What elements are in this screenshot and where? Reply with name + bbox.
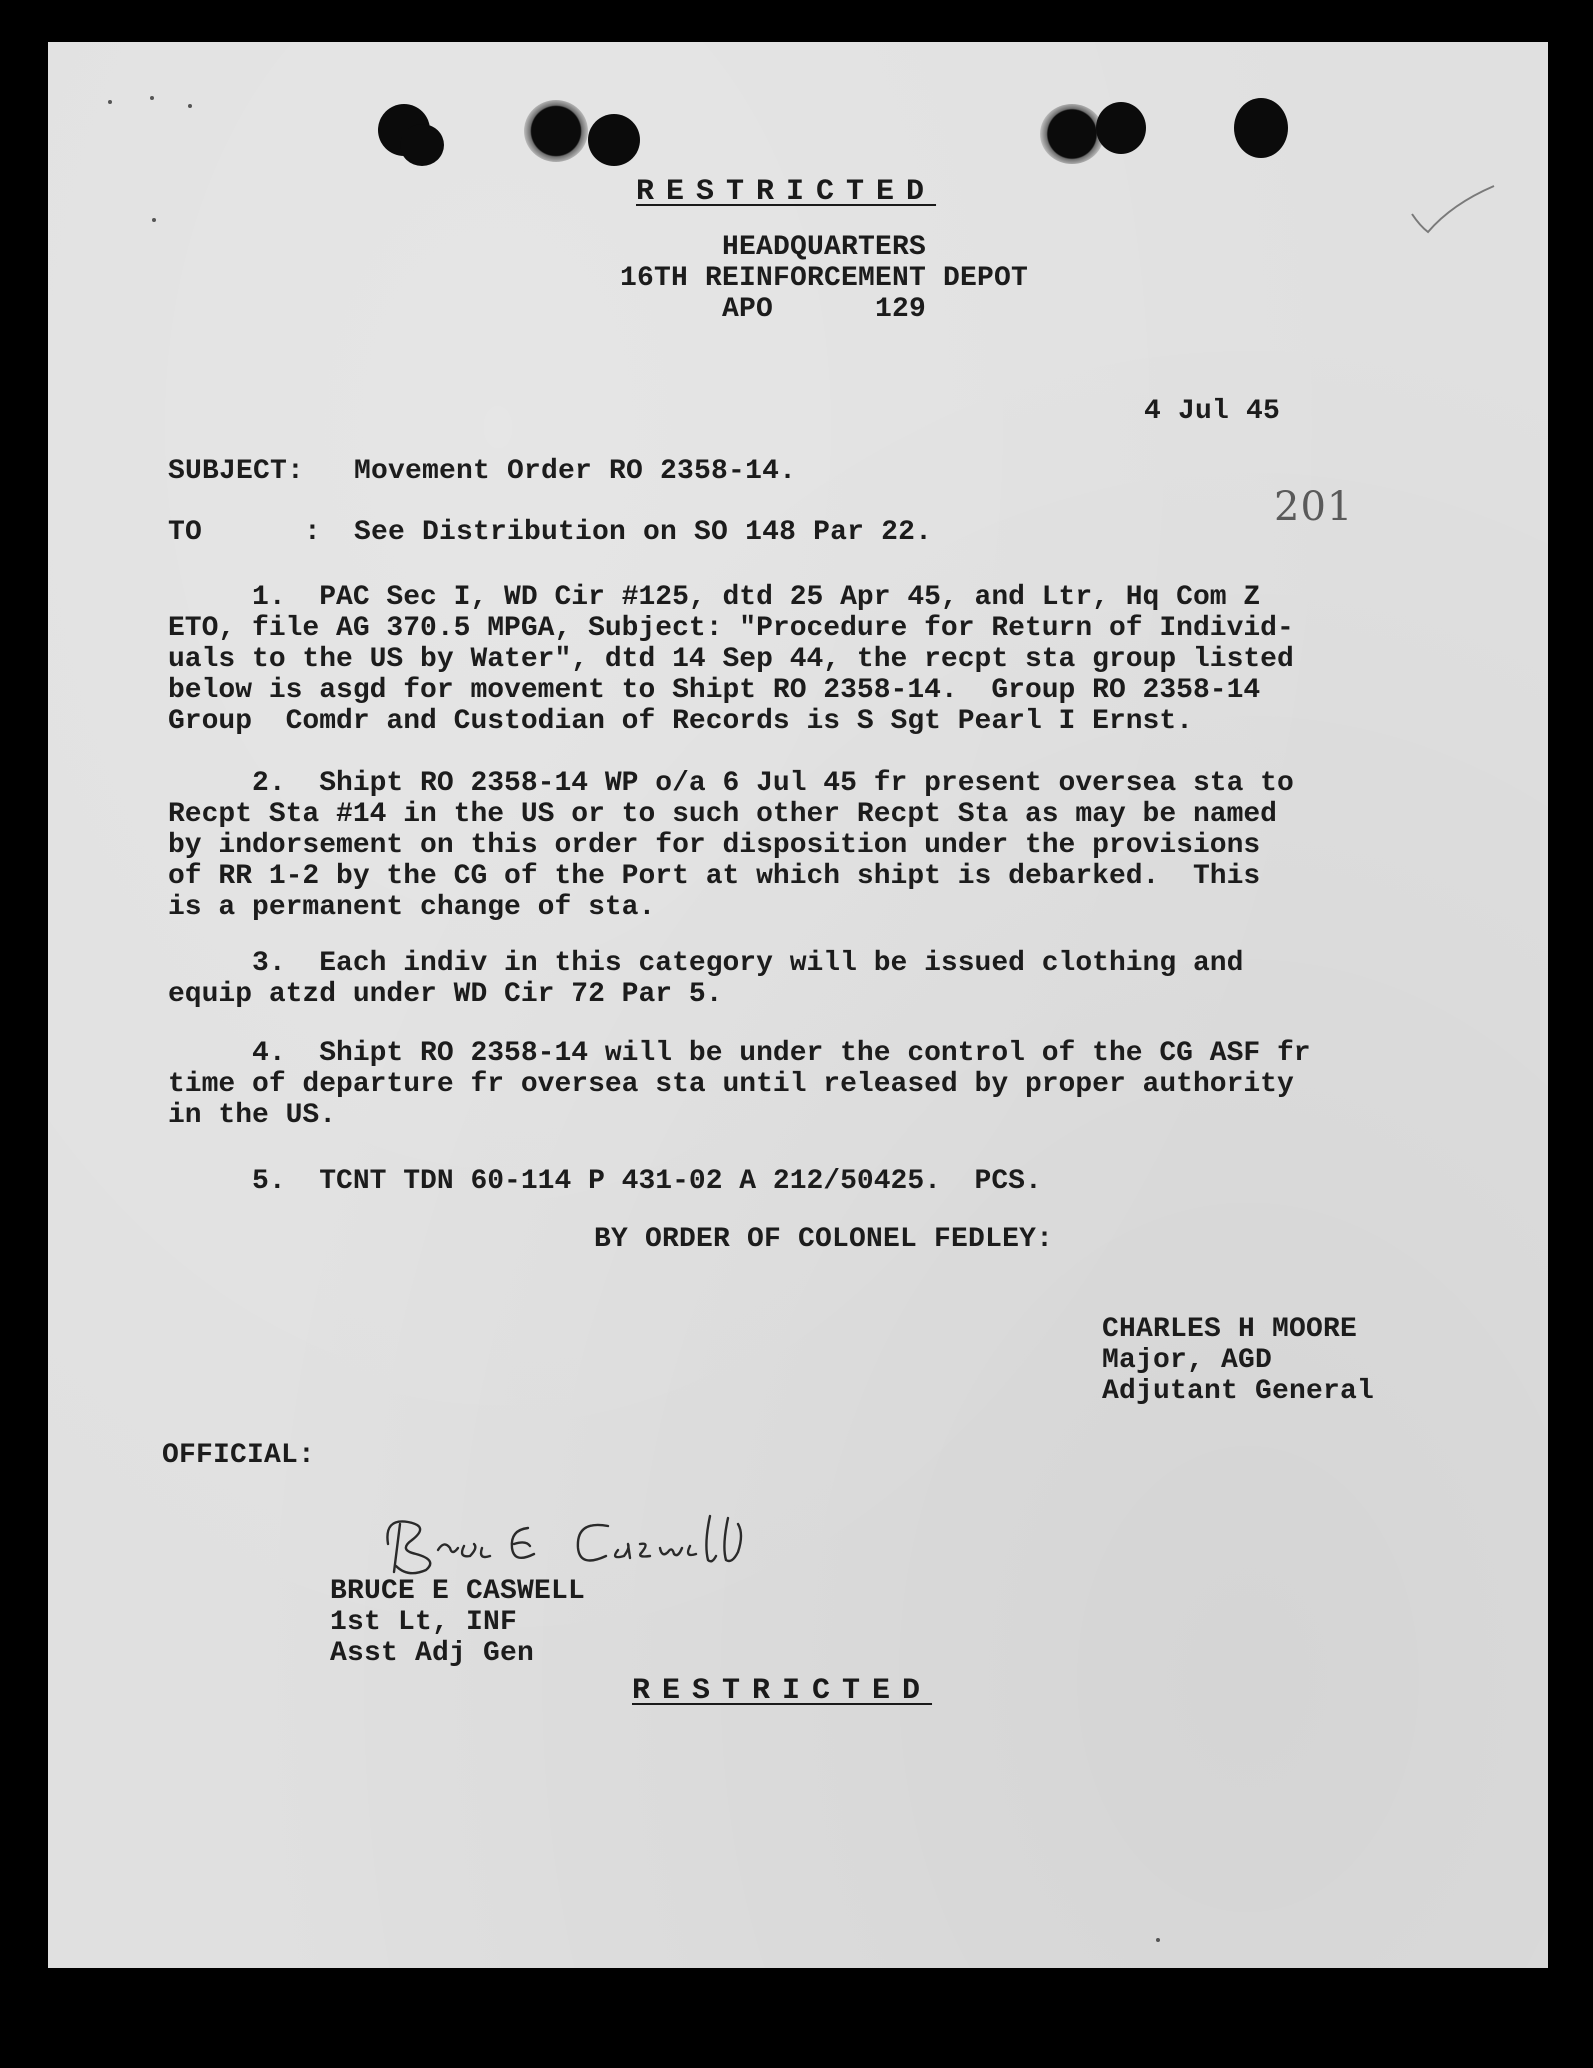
to-label: TO : [168, 517, 322, 548]
punch-hole-2b [588, 114, 640, 166]
speck [188, 104, 192, 108]
handwritten-signature [378, 1504, 848, 1584]
hq-line-3: APO 129 [721, 294, 927, 325]
signatory-name: CHARLES H MOORE [1102, 1314, 1358, 1345]
speck [152, 218, 156, 222]
speck [108, 100, 112, 104]
paragraph-3: 3. Each indiv in this category will be issued clothing and equip atzd under WD Cir 72 Par 5. [168, 948, 1244, 1010]
subject-value: Movement Order RO 2358-14. [354, 456, 797, 487]
paragraph-2: 2. Shipt RO 2358-14 WP o/a 6 Jul 45 fr present oversea sta to Recpt Sta #14 in the US or to such other Recpt Sta as may be named by indorsement on this order for disposition under the provisions of RR 1-2 by the CG of the Port at which shipt is debarked. This is a permanent change of sta. [168, 768, 1294, 923]
punch-hole-2 [524, 100, 588, 162]
official-rank: 1st Lt, INF [330, 1607, 518, 1638]
footer-classification: RESTRICTED [632, 1674, 933, 1708]
official-name: BRUCE E CASWELL [330, 1576, 586, 1607]
hq-line-2: 16TH REINFORCEMENT DEPOT [619, 263, 1029, 294]
by-order-line: BY ORDER OF COLONEL FEDLEY: [594, 1224, 1054, 1255]
paragraph-5: 5. TCNT TDN 60-114 P 431-02 A 212/50425. PCS. [168, 1166, 1042, 1197]
speck [1156, 1938, 1160, 1942]
to-value: See Distribution on SO 148 Par 22. [354, 517, 933, 548]
signatory-title: Adjutant General [1102, 1376, 1375, 1407]
punch-hole-4 [1234, 98, 1288, 158]
check-mark-icon [1408, 182, 1498, 242]
official-signatory-block [330, 1576, 585, 1669]
document-date: 4 Jul 45 [1144, 396, 1281, 427]
subject-label: SUBJECT: [168, 456, 305, 487]
official-label: OFFICIAL: [162, 1440, 316, 1471]
header-classification: RESTRICTED [636, 175, 937, 209]
document-page [48, 42, 1548, 1968]
punch-hole-3b [1096, 102, 1146, 154]
punch-hole-3 [1040, 104, 1104, 164]
punch-hole-1b [400, 124, 444, 166]
file-number: 201 [1274, 484, 1354, 530]
paragraph-1: 1. PAC Sec I, WD Cir #125, dtd 25 Apr 45, and Ltr, Hq Com Z ETO, file AG 370.5 MPGA, Subject: "Procedure for Return of Individ- uals to the US by Water", dtd 14 Sep 44, the recpt sta group listed below is asgd for movement to Shipt RO 2358-14. Group RO 2358-14 Group Comdr and Custodian of Records is S Sgt Pearl I Ernst. [168, 582, 1294, 737]
signatory-block [1102, 1314, 1374, 1407]
speck [150, 96, 154, 100]
official-title: Asst Adj Gen [330, 1638, 535, 1669]
paragraph-4: 4. Shipt RO 2358-14 will be under the control of the CG ASF fr time of departure fr oversea sta until released by proper authority in the US. [168, 1038, 1311, 1131]
hq-line-1: HEADQUARTERS [721, 232, 927, 263]
signatory-rank: Major, AGD [1102, 1345, 1273, 1376]
headquarters-block [564, 232, 1084, 325]
